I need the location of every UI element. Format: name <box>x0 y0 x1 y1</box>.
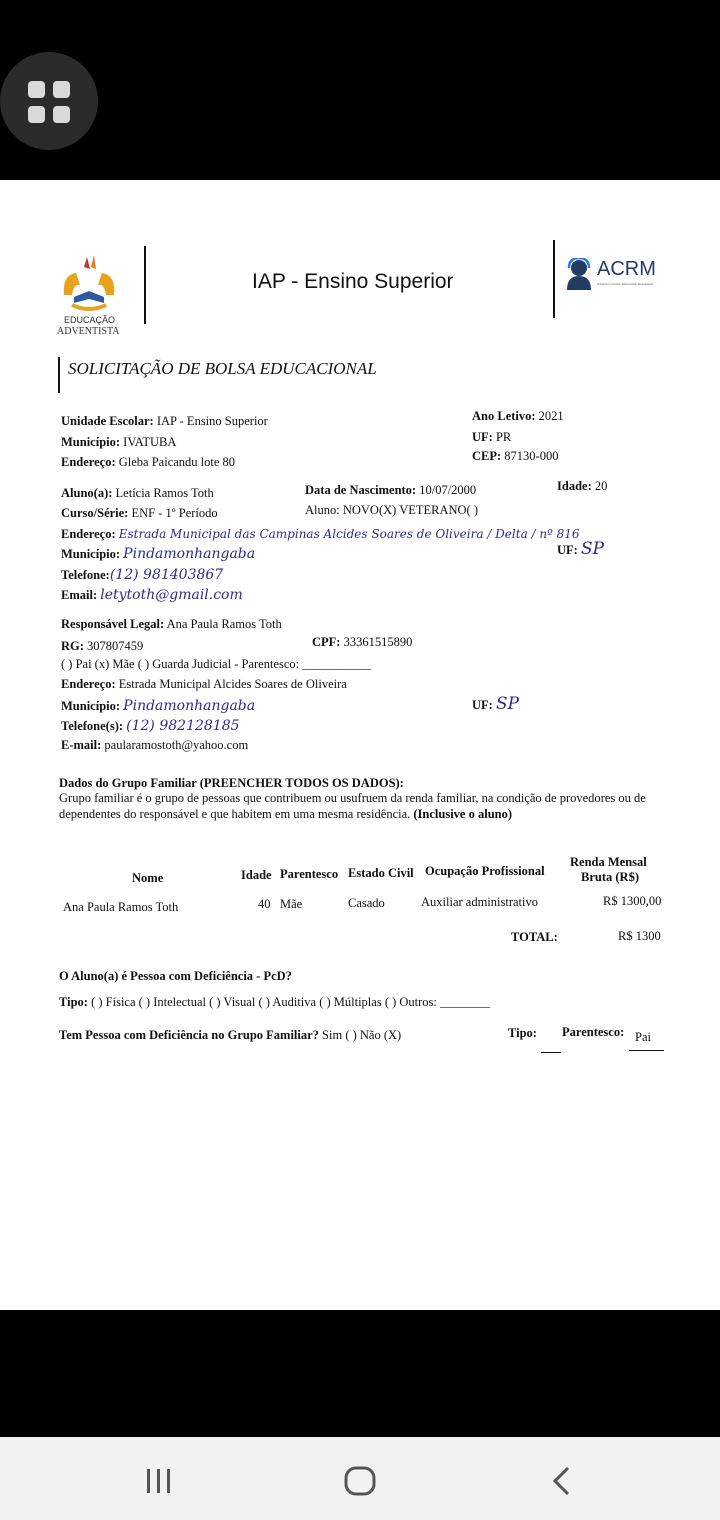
family-desc-1: Grupo familiar é o grupo de pessoas que contribuem ou usufruem da renda familiar, na condição de provedores ou de <box>59 791 646 805</box>
school-endereco: Endereço: Gleba Paicandu lote 80 <box>61 455 236 469</box>
pcd-tipo2: Tipo: <box>508 1026 537 1040</box>
col-ocupacao: Ocupação Profissional <box>425 864 545 878</box>
logo-text-2: ADVENTISTA <box>57 326 120 337</box>
pcd-tipo: Tipo: ( ) Física ( ) Intelectual ( ) Visual ( ) Auditiva ( ) Múltiplas ( ) Outros: ________ <box>59 995 491 1009</box>
row-ocupacao: Auxiliar administrativo <box>421 895 538 909</box>
system-nav-bar <box>0 1437 720 1520</box>
apps-grid-button[interactable] <box>0 52 98 150</box>
back-icon[interactable] <box>550 1466 572 1496</box>
header-divider-right <box>553 240 555 318</box>
school-cep: CEP: 87130-000 <box>472 449 559 463</box>
family-desc-2: dependentes do responsável e que habitem em uma mesma residência. (Inclusive o aluno) <box>59 807 513 821</box>
header-title: IAP - Ensino Superior <box>252 270 454 293</box>
student-endereco: Endereço: Estrada Municipal das Campinas Alcides Soares de Oliveira / Delta / nº 816 <box>61 527 580 541</box>
guardian-telefones: Telefone(s): (12) 982128185 <box>61 718 240 734</box>
col-renda-1: Renda Mensal <box>570 855 647 869</box>
pcd-family: Tem Pessoa com Deficiência no Grupo Familiar? Sim ( ) Não (X) <box>59 1028 402 1042</box>
viewer-top-bar <box>0 0 720 180</box>
family-heading: Dados do Grupo Familiar (PREENCHER TODOS OS DADOS): <box>59 776 404 790</box>
row-idade: 40 <box>258 897 271 911</box>
col-idade: Idade <box>241 868 272 882</box>
guardian-relation: ( ) Pai (x) Mãe ( ) Guarda Judicial - Parentesco: ___________ <box>61 657 371 671</box>
total-value: R$ 1300 <box>618 929 661 943</box>
student-tipo: Aluno: NOVO(X) VETERANO( ) <box>305 503 479 517</box>
student-idade: Idade: 20 <box>557 479 608 493</box>
student-curso: Curso/Série: ENF - 1º Período <box>61 506 218 520</box>
total-label: TOTAL: <box>511 930 558 944</box>
student-nascimento: Data de Nascimento: 10/07/2000 <box>305 483 477 497</box>
row-renda: R$ 1300,00 <box>603 894 662 908</box>
educacao-adventista-logo <box>54 255 124 340</box>
col-estado: Estado Civil <box>348 866 414 880</box>
pcd-question: O Aluno(a) é Pessoa com Deficiência - PcD? <box>59 969 292 983</box>
school-unidade: Unidade Escolar: IAP - Ensino Superior <box>61 414 268 428</box>
student-uf: UF: SP <box>557 539 605 559</box>
row-estado: Casado <box>348 896 385 910</box>
logo-text-1: EDUCAÇÃO <box>64 315 116 325</box>
title-bar-marker <box>58 357 60 393</box>
guardian-uf: UF: SP <box>472 694 520 714</box>
guardian-cpf: CPF: 33361515890 <box>312 635 413 649</box>
student-aluno: Aluno(a): Letícia Ramos Toth <box>61 486 214 500</box>
viewer-bottom-bar <box>0 1310 720 1437</box>
home-icon[interactable] <box>344 1466 376 1496</box>
col-nome: Nome <box>132 871 164 885</box>
form-title: SOLICITAÇÃO DE BOLSA EDUCACIONAL <box>68 359 377 378</box>
school-ano: Ano Letivo: 2021 <box>472 409 564 423</box>
acrm-logo <box>565 258 665 298</box>
col-parentesco: Parentesco <box>280 867 339 881</box>
row-parentesco: Mãe <box>280 897 303 911</box>
acrm-text: ACRM <box>597 258 656 280</box>
pcd-tipo2-line <box>541 1052 561 1053</box>
headset-person-icon <box>565 258 593 290</box>
student-municipio: Município: Pindamonhangaba <box>61 546 256 562</box>
pcd-parentesco: Parentesco: <box>562 1025 625 1039</box>
guardian-responsavel: Responsável Legal: Ana Paula Ramos Toth <box>61 617 282 631</box>
guardian-rg: RG: 307807459 <box>61 639 144 653</box>
guardian-municipio: Município: Pindamonhangaba <box>61 698 256 714</box>
school-municipio: Município: IVATUBA <box>61 435 177 449</box>
student-telefone: Telefone:(12) 981403867 <box>61 567 224 583</box>
col-renda-2: Bruta (R$) <box>581 870 639 884</box>
school-uf: UF: PR <box>472 430 512 444</box>
recents-icon[interactable] <box>145 1468 173 1494</box>
scanned-document <box>0 180 720 1310</box>
pcd-parentesco-value: Pai <box>635 1030 651 1044</box>
row-nome: Ana Paula Ramos Toth <box>63 900 179 914</box>
acrm-subtext: Adventist Customer Relationship Management <box>597 282 654 286</box>
header-divider-left <box>144 246 146 324</box>
pcd-parentesco-line <box>629 1050 664 1051</box>
student-email: Email: letytoth@gmail.com <box>61 587 243 603</box>
guardian-endereco: Endereço: Estrada Municipal Alcides Soares de Oliveira <box>61 677 347 691</box>
guardian-email: E-mail: paularamostoth@yahoo.com <box>61 738 249 752</box>
